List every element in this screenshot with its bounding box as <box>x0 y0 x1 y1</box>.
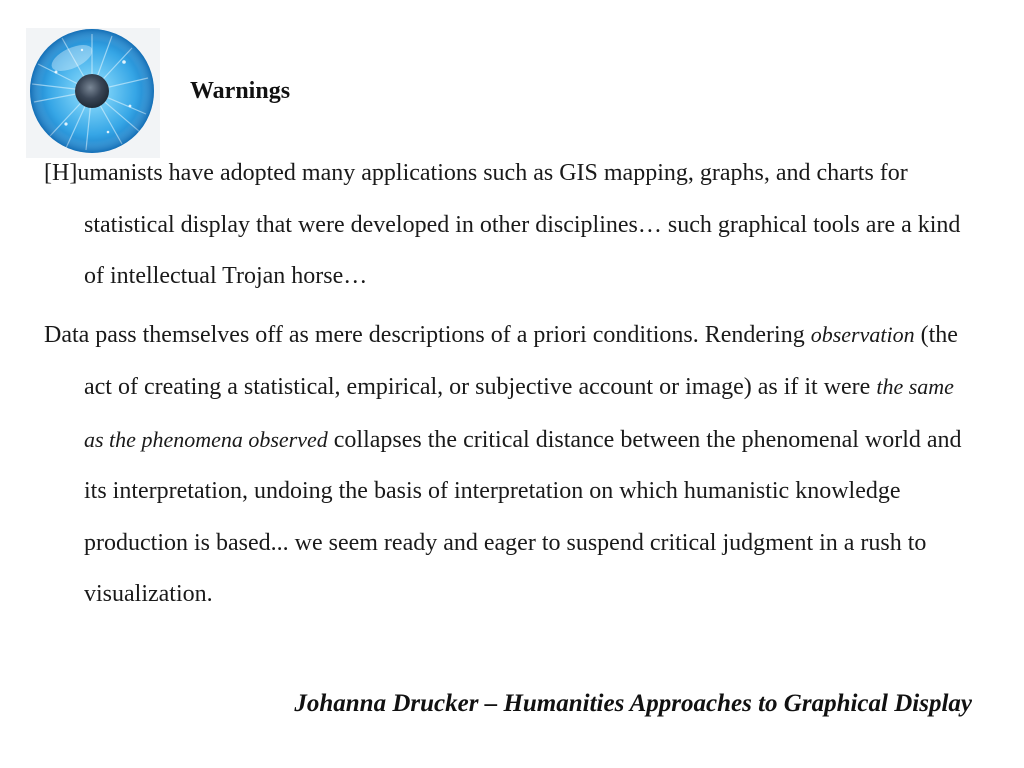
paragraph-2-text-3: collapses the critical distance between the phenomenal world and its interpretation, undoing the basis of interpretation on which humanistic knowledge production is based... we seem ready and eager to suspend critical judgment in a rush to visualization. <box>84 426 962 607</box>
paragraph-2-text-2: (the act of creating a statistical, empirical, or subjective account or image) as if it were <box>84 321 958 400</box>
quote-body <box>44 148 974 627</box>
paragraph-2-text-1: Data pass themselves off as mere descriptions of a priori conditions. Rendering <box>44 321 811 348</box>
quote-paragraph-1: [H]umanists have adopted many applications such as GIS mapping, graphs, and charts for statistical display that were developed in other disciplines… such graphical tools are a kind of intellectual Trojan horse… <box>44 160 961 289</box>
quote-paragraph-2 <box>44 309 974 621</box>
emphasis-observation: observation <box>810 321 915 347</box>
citation: Johanna Drucker – Humanities Approaches to Graphical Display <box>294 690 972 717</box>
eye-iris-icon <box>26 28 160 158</box>
emphasis-phenomena: the same as the phenomena observed <box>84 374 954 452</box>
slide-title: Warnings <box>190 78 291 104</box>
